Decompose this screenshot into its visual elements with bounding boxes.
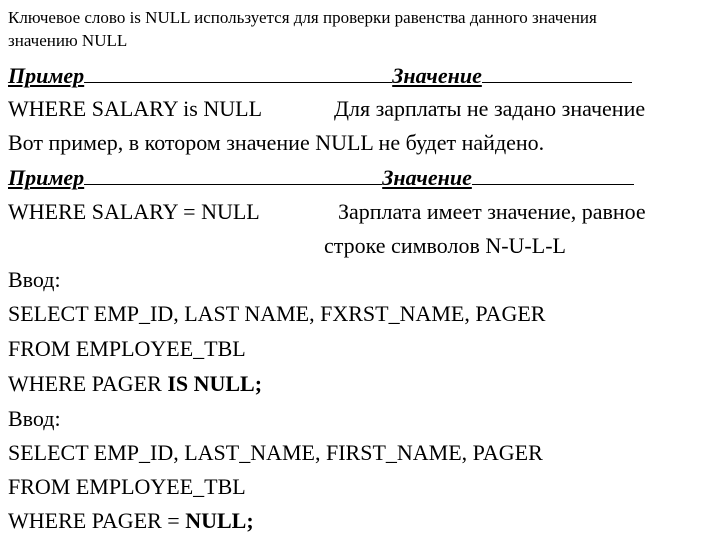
query2-where xyxy=(8,508,254,534)
query2-where-prefix: WHERE PAGER = xyxy=(8,508,186,533)
header-underline xyxy=(482,64,632,83)
table1-header-example: Пример xyxy=(8,63,85,88)
table2-row-meaning-1: Зарплата имеет значение, равное xyxy=(338,199,646,224)
query2-where-keyword: NULL; xyxy=(185,508,254,533)
note-text: Вот пример, в котором значение NULL не будет найдено. xyxy=(8,130,545,155)
table2-header-example: Пример xyxy=(8,165,85,190)
header-underline xyxy=(84,166,382,185)
query2-label: Ввод: xyxy=(8,406,61,431)
table2-row-where: WHERE SALARY = NULL xyxy=(8,199,260,224)
table1-row-meaning: Для зарплаты не задано значение xyxy=(334,96,646,121)
query2-from: FROM EMPLOYEE_TBL xyxy=(8,474,246,499)
query2-select: SELECT EMP_ID, LAST_NAME, FIRST_NAME, PAGER xyxy=(8,440,543,465)
table2-header-value: Значение xyxy=(382,165,472,190)
table2-header xyxy=(8,165,634,191)
query1-label: Ввод: xyxy=(8,267,61,292)
intro-line-2: значению NULL xyxy=(8,31,128,50)
table2-row-meaning-2: строке символов N-U-L-L xyxy=(324,233,566,258)
table1-header-value: Значение xyxy=(392,63,482,88)
query1-select: SELECT EMP_ID, LAST NAME, FXRST_NAME, PAGER xyxy=(8,301,546,326)
table1-header xyxy=(8,63,632,89)
query1-where-keyword: IS NULL; xyxy=(167,371,263,396)
query1-where xyxy=(8,371,262,397)
header-underline xyxy=(472,166,634,185)
header-underline xyxy=(84,64,392,83)
intro-line-1: Ключевое слово is NULL используется для проверки равенства данного значения xyxy=(8,8,597,27)
query1-from: FROM EMPLOYEE_TBL xyxy=(8,336,246,361)
table1-row-where: WHERE SALARY is NULL xyxy=(8,96,263,121)
query1-where-prefix: WHERE PAGER xyxy=(8,371,168,396)
